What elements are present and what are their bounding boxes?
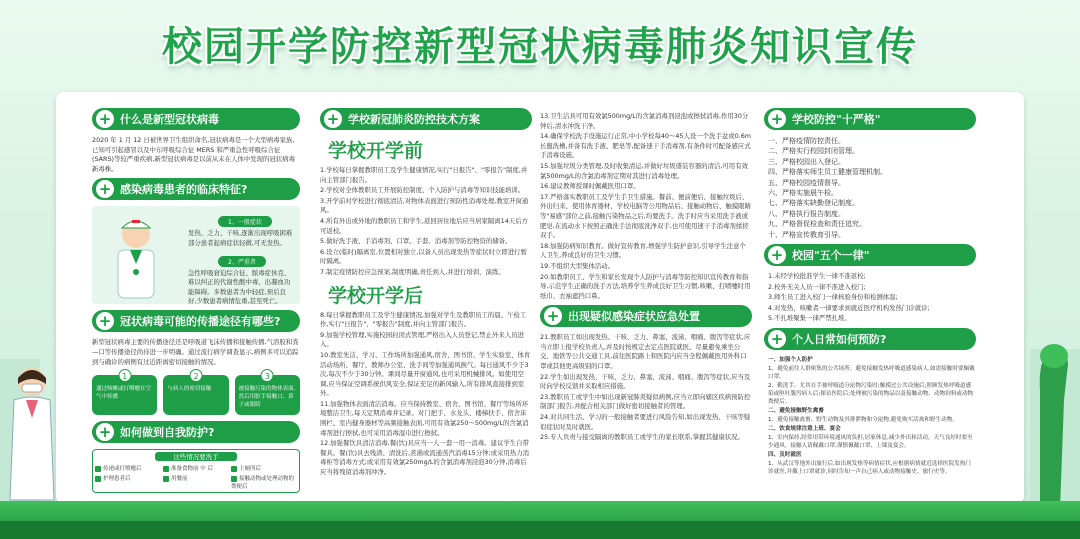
spread-item bbox=[163, 372, 228, 415]
section-title: 冠状病毒可能的传播途径有哪些? bbox=[120, 315, 281, 329]
list-item: 1、避免前往人群密集的公共场所。避免接触发热呼吸道感染病人,如需接触时要佩戴口罩。 bbox=[768, 366, 975, 381]
five-rules-list bbox=[764, 272, 976, 324]
after-school-heading: 学校开学后 bbox=[328, 284, 424, 307]
list-item: 六、严格实施晨午检。 bbox=[768, 189, 838, 198]
emergency-list bbox=[540, 333, 752, 443]
before-school-list bbox=[320, 166, 532, 278]
item-text: 与病人的密切接触 bbox=[167, 386, 212, 393]
list-item: 20.如教职员工、学生和家长发现个人防护与消毒等防控知识宣传教育和指导,示范学生正确的洗手方法,培养学生养成良好卫生习惯,咳嗽、打喷嚏时用纸巾、衣袖遮挡口鼻。 bbox=[540, 272, 751, 300]
list-item: 3.师生员工进入校门一律核验身份和检测体温; bbox=[768, 293, 898, 302]
handwash-item: 上厕所后 bbox=[231, 464, 297, 472]
section-header bbox=[92, 108, 300, 130]
handwash-item: 接触动物或处理动物的粪便后 bbox=[231, 474, 297, 490]
list-item: 一、加强个人防护 bbox=[768, 357, 813, 364]
section-title: 什么是新型冠状病毒 bbox=[120, 113, 219, 126]
spread-item bbox=[235, 372, 300, 415]
spread-intro: 新型冠状病毒主要的传播途径还是呼吸道飞沫传播和接触传播,气溶胶和粪—口等传播途径尚待进一步明确。通过流行病学调查显示,病例多可以追踪到与确诊的病例有过近距离密切接触的情况。 bbox=[92, 338, 299, 366]
list-item: 8.每日掌握教职员工及学生健康情况,加强对学生及教职员工的晨、午检工作,实行"日报告"、"零报告"制度,并向主管部门报告。 bbox=[320, 310, 527, 329]
column-4 bbox=[764, 108, 976, 500]
poster-title: 校园开学防控新型冠状病毒肺炎知识宣传 bbox=[162, 24, 918, 70]
handwash-title: 这些情况要洗手 bbox=[155, 452, 237, 461]
column-2 bbox=[320, 108, 532, 500]
list-item: 八、严格执行报告制度。 bbox=[768, 209, 845, 218]
symptom-sub-2: 2、严重者 bbox=[218, 256, 266, 267]
list-item: 17.严格落实教职员工及学生手卫生措施。餐前、便前便后、接触垃圾后、外出归来、使用体育器材、学校电脑等公用物品后、接触动物后、触摸眼睛等"易感"部位之前,接触污染物品之后,均要洗手。洗手时应当采用洗手液或肥皂,在流动水下按照正确洗手法彻底洗净双手,也可使用速干手消毒剂揉搓双手。 bbox=[540, 192, 751, 240]
section-header bbox=[320, 108, 532, 130]
list-item: 3.开学前对学校进行彻底清洁,对物体表面进行预防性消毒处理,教室开窗通风。 bbox=[320, 196, 529, 215]
virus-intro: 2020 年 1 月 12 日被世界卫生组织命名,冠状病毒是一个大型病毒家族,已知可引起感冒以及中东呼吸综合征 MERS 和严重急性呼吸综合征(SARS)等较严重疾病,新型冠状病毒是以前从未在人体中发现的冠状病毒新毒株。 bbox=[92, 136, 295, 173]
list-item: 24.对共同生活、学习的一般接触者要进行风险告知,如出现发热、干咳等疑似症状时及时就医。 bbox=[540, 413, 751, 431]
section-header bbox=[764, 328, 976, 350]
plus-icon: + bbox=[96, 312, 114, 330]
plus-icon: + bbox=[768, 110, 786, 128]
list-item: 1、室内保持,经常用带环境通风的负担,居家休息,减少外出和活动。天气良好时要至少通风。接触人请佩戴口罩,谨慎佩戴口罩、上课及宴会。 bbox=[768, 435, 973, 450]
list-item: 13.卫生洁具可用有效氯500mg/L的含氯消毒剂浸泡或擦拭消毒,作用30分钟后,清水冲洗干净。 bbox=[540, 112, 749, 130]
item-text: 被接触污染的物体表面,然后用脏手接触口、鼻子或眼睛 bbox=[238, 386, 296, 409]
after-school-list bbox=[320, 311, 532, 478]
list-item: 11.加强物体表面清洁消毒。应当保持教室、宿舍、图书馆、餐厅等场所环境整洁卫生,每天定期消毒并记录。对门把手、水龙头、楼梯扶手、宿舍床围栏、室内健身器材等高频接触表面,可用有效氯250～500mg/L的含氯消毒剂进行擦拭,也可采用消毒湿巾进行擦拭。 bbox=[320, 399, 529, 437]
section-title: 学校新冠肺炎防控技术方案 bbox=[348, 113, 480, 126]
section-header bbox=[764, 244, 976, 266]
plus-icon: + bbox=[324, 110, 342, 128]
list-item: 七、严格落实缺勤登记制度。 bbox=[768, 199, 859, 208]
list-item: 2.学校对全体教职员工开展防控制度、个人防护与消毒等知识技能培训。 bbox=[320, 186, 525, 195]
doctor-icon bbox=[96, 212, 176, 302]
list-item: 二、严格实行校园封闭管理。 bbox=[768, 147, 859, 156]
section-title: 出现疑似感染症状应急处置 bbox=[568, 310, 700, 324]
symptom-sub-1: 1、一般症状 bbox=[218, 216, 272, 227]
list-item: 12.加强餐饮具清洁消毒,餐(饮)具应当一人一套一用一消毒。建议学生自带餐具。餐(饮)具去残渣、清洗后,煮沸或流通蒸汽消毒15分钟;或采用热力消毒柜等消毒方式;或采用有效氯250mg/L的含氯消毒剂浸泡30分钟,消毒后应当将残留消毒剂冲净。 bbox=[320, 439, 530, 477]
list-item: 1.学校每日掌握教职员工及学生健康情况,实行"日报告"、"零报告"制度,并向主管部门报告。 bbox=[320, 166, 528, 184]
symptom-text-1: 发热、乏力、干咳,逐渐出现呼吸困难部分患者起病症状轻微,可无发热。 bbox=[188, 229, 293, 247]
spread-routes bbox=[92, 372, 300, 415]
list-item: 2、勤洗手。尤其在手被呼吸道分泌物污染时;触摸过公共设施后;照顾发热呼吸道感染或呕吐腹泻病人后;探访医院后;处理被污染的物品以及接触动物、动物饲料或动物粪便后。 bbox=[768, 383, 974, 406]
list-item: 21.教职员工如出现发热、干咳、乏力、鼻塞、流涕、咽痛、腹泻等症状,应当立即上报学校负责人,并及时按规定去定点医院就医。尽量避免乘坐公交、地铁等公共交通工具,前往医院路上和医院内应当全程佩戴医用外科口罩或其他更高级别的口罩。 bbox=[540, 333, 751, 371]
list-item: 14.确保学校洗手设施运行正常,中小学校每40～45人设一个洗手盆或0.6m长盥洗槽,并备有洗手液、肥皂等,配备速干手消毒剂,有条件时可配备感应式手消毒设施。 bbox=[540, 132, 752, 160]
section-title: 如何做到自我防护? bbox=[120, 426, 215, 440]
item-text: 通过咳嗽或打喷嚏在空气中传播 bbox=[96, 386, 152, 401]
prevention-list bbox=[764, 356, 976, 476]
before-school-heading: 学校开学前 bbox=[328, 140, 424, 162]
list-item: 18.加强防病知识教育。做好宣传教育,增强学生防护意识,引导学生注意个人卫生,养成良好的卫生习惯。 bbox=[540, 241, 746, 260]
section-title: 个人日常如何预防? bbox=[792, 333, 887, 347]
nurse-icon bbox=[4, 360, 60, 510]
section-header bbox=[92, 421, 300, 443]
list-item: 6.设立(临时)隔离室,位置相对独立,以备人员出现发热等症状时立即进行暂时隔离。 bbox=[320, 247, 527, 266]
list-item: 2.校外无关人员一律不准进入校门; bbox=[768, 282, 866, 291]
list-item: 一、严格疫情防控责任。 bbox=[768, 137, 845, 145]
list-item: 1.未经学校批准学生一律不准返校; bbox=[768, 272, 866, 281]
handwash-box bbox=[92, 449, 300, 493]
list-item: 23.教职员工或学生中如出现新冠肺炎疑似病例,应当立即向辖区疾病预防控制部门报告,并配合相关部门做好密切接触者的管理。 bbox=[540, 392, 751, 411]
symptom-text-2: 急性呼吸窘迫综合征、脓毒症休克、难以纠正的代谢性酸中毒、出凝血功能障碍。多数患者为中轻症,预后良好,少数患者病情危重,甚至死亡。 bbox=[188, 268, 291, 306]
symptoms-box bbox=[92, 206, 300, 304]
plus-icon: + bbox=[96, 180, 114, 198]
list-item: 5.做好洗手液、手消毒剂、口罩、手套、消毒剂等防控物资的储备。 bbox=[320, 237, 512, 246]
ten-strict-list bbox=[764, 136, 976, 240]
plus-icon: + bbox=[768, 246, 786, 264]
spread-item bbox=[92, 372, 157, 415]
list-item: 7.制定疫情防控应急预案,制度明确,责任到人,并进行培训、演练。 bbox=[320, 267, 505, 276]
list-item: 1、避免接触禽畜、野生动物及其排泄物和分泌物,避免购买活禽和野生动物。 bbox=[768, 417, 958, 424]
list-item: 十、严格宣传教育引导。 bbox=[768, 230, 845, 239]
handwash-item: 传递或打喷嚏后 bbox=[95, 464, 161, 472]
handwash-item: 准备食物前 中 后 bbox=[163, 464, 229, 472]
section-header bbox=[92, 178, 300, 200]
list-item: 4.对发热、咳嗽者一律要求到就近医疗机构发热门诊就诊; bbox=[768, 303, 930, 312]
list-item: 二、饮食规律注意上班、宴会 bbox=[768, 426, 841, 433]
list-item: 五、严格校园疫情督导。 bbox=[768, 178, 845, 187]
ground-decoration bbox=[0, 521, 1080, 539]
section-title: 校园"五个一律" bbox=[792, 249, 870, 263]
plus-icon: + bbox=[96, 423, 114, 441]
measures-list bbox=[540, 112, 752, 301]
list-item: 4.所有外出或外地的教职员工和学生,返回居住地后应当居家隔离14天后方可返校。 bbox=[320, 216, 528, 235]
list-item: 四、严格落实师生员工健康管理机制。 bbox=[768, 168, 887, 177]
plus-icon: + bbox=[768, 330, 786, 348]
list-item: 16.建议教师授课时佩戴医用口罩。 bbox=[540, 182, 640, 191]
fist-icon bbox=[1020, 330, 1076, 510]
list-item: 四、及时就医 bbox=[768, 452, 802, 459]
item-number: 2 bbox=[189, 369, 202, 382]
column-1 bbox=[92, 108, 300, 493]
list-item: 10.教室先洁、学习、工作场所加强通风,宿舍、图书馆、学生实验室、体育活动场所、餐厅、教师办公室、洗手间等加强通风换气。每日通风不少于3次,每次不少于30分钟。课间尽量开窗通风,也可采用机械排风。如使用空调,应当保证空调系统供风安全,保证充足的新风输入,所有排风直接排到室外。 bbox=[320, 350, 531, 398]
section-header bbox=[92, 310, 300, 332]
item-number: 3 bbox=[261, 369, 274, 382]
section-title: 学校防控"十严格" bbox=[792, 113, 881, 126]
list-item: 15.加强垃圾分类管理,及时收集清运,并做好垃圾盛装容器的清洁,可用有效氯500mg/L的含氯消毒剂定期对其进行消毒处理。 bbox=[540, 161, 748, 180]
list-item: 5.不扎堆聚集一律严禁扎堆。 bbox=[768, 314, 851, 323]
section-header bbox=[764, 108, 976, 130]
list-item: 22.学生如出现发热、干咳、乏力、鼻塞、流涕、咽痛、腹泻等症状,应当及时向学校反馈并采取相应措施。 bbox=[540, 372, 751, 391]
list-item: 三、严格校园出入登记。 bbox=[768, 157, 845, 166]
list-item: 9.加强学校管理,实施校园封闭式管理,严格出入人员登记,禁止外来人员进入。 bbox=[320, 330, 524, 349]
column-3 bbox=[540, 112, 752, 504]
handwash-item: 用餐前 bbox=[163, 474, 229, 490]
list-item: 25.专人负责与接受隔离的教职员工或学生的家长联系,掌握其健康状况。 bbox=[540, 433, 744, 442]
list-item: 1、从武汉等地外出旅行后,如出现发热等病情症状,应根据病情就近选择医院发热门诊就医,并戴上口罩就诊,同时告知一声自己病人或动物接触史、旅行史等。 bbox=[768, 461, 971, 476]
plus-icon: + bbox=[544, 307, 562, 325]
list-item: 九、严格督促检查和责任追究。 bbox=[768, 220, 866, 229]
section-title: 感染病毒患者的临床特征? bbox=[120, 183, 248, 197]
section-header bbox=[540, 305, 752, 327]
list-item: 二、避免接触野生禽畜 bbox=[768, 408, 824, 415]
list-item: 19.不组织大型集体活动。 bbox=[540, 261, 615, 270]
handwash-item: 护理患者后 bbox=[95, 474, 161, 490]
item-number: 1 bbox=[118, 369, 131, 382]
plus-icon: + bbox=[96, 110, 114, 128]
